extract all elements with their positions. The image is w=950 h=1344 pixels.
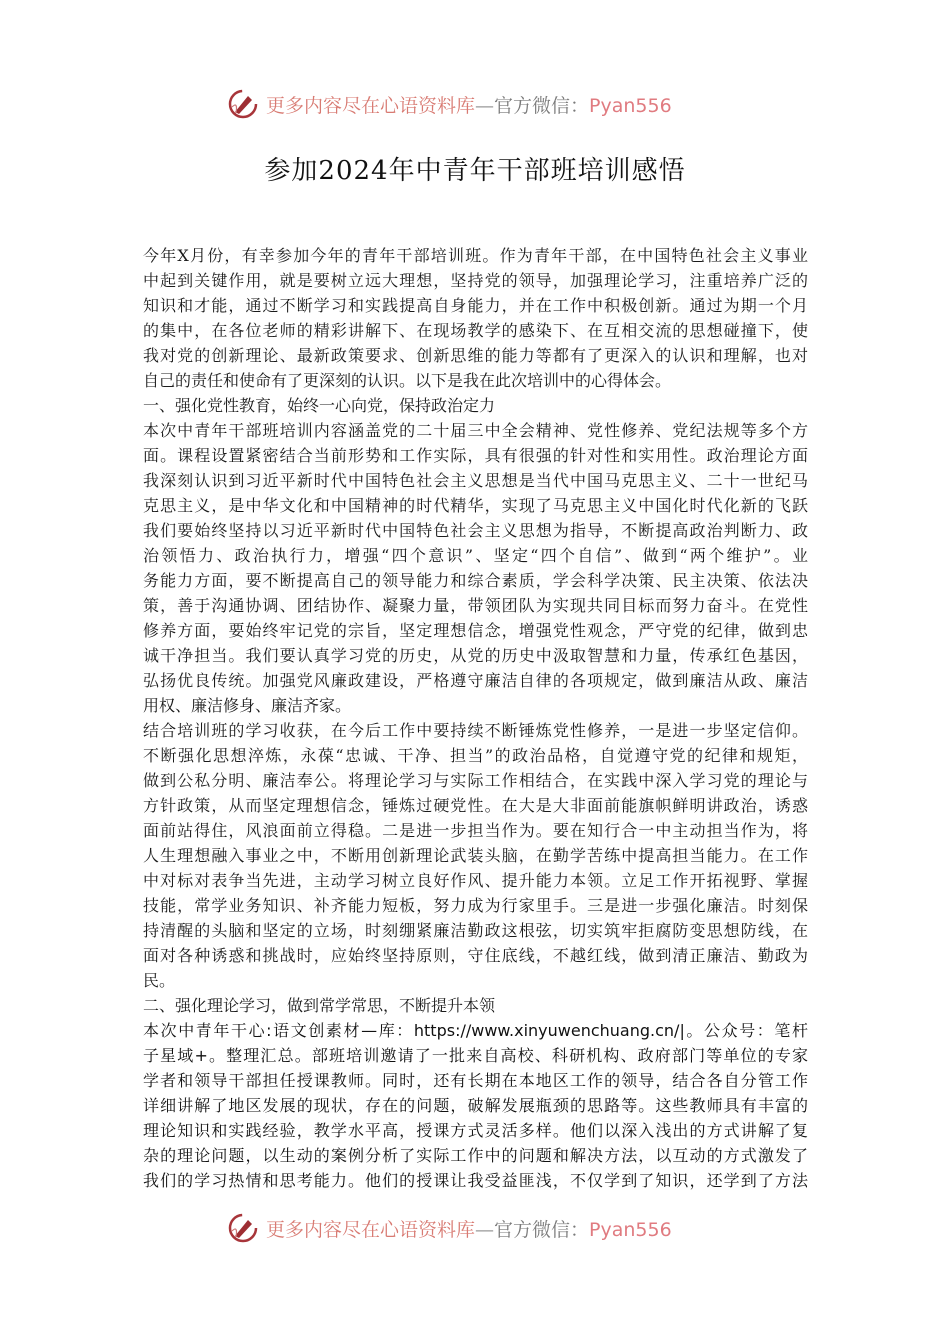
text-line: 本次中青年干心:语文创素材—库：https://www.xinyuwenchuang.cn/|。公众号：笔杆 <box>143 1021 808 1040</box>
document-title: 参加2024年中青年干部班培训感悟 <box>264 156 686 186</box>
banner-dash: — <box>475 1218 495 1241</box>
banner-wechat-id: Pyan556 <box>589 1218 672 1241</box>
section-heading: 二、强化理论学习，做到常学常思，不断提升本领 <box>143 996 496 1015</box>
text-line: 修养方面，要始终牢记党的宗旨，坚定理想信念，增强党性观念，严守党的纪律，做到忠 <box>143 621 808 640</box>
text-line: 面对各种诱惑和挑战时，应始终坚持原则，守住底线，不越红线，做到清正廉洁、勤政为 <box>143 946 808 965</box>
pen-nib-logo-icon <box>226 1211 260 1245</box>
text-line: 我深刻认识到习近平新时代中国特色社会主义思想是当代中国马克思主义、二十一世纪马 <box>143 471 808 490</box>
pen-nib-logo-icon <box>226 87 260 121</box>
text-line: 杂的理论问题，以生动的案例分析了实际工作中的问题和解决方法，以互动的方式激发了 <box>143 1146 808 1165</box>
text-line: 子星域+。整理汇总。部班培训邀请了一批来自高校、科研机构、政府部门等单位的专家 <box>143 1046 808 1065</box>
text-line: 民。 <box>143 971 176 990</box>
text-line: 策，善于沟通协调、团结协作、凝聚力量，带领团队为实现共同目标而努力奋斗。在党性 <box>143 596 808 615</box>
document-body <box>143 243 808 1193</box>
text-line: 诚干净担当。我们要认真学习党的历史，从党的历史中汲取智慧和力量，传承红色基因， <box>143 646 808 665</box>
text-line: 我们要始终坚持以习近平新时代中国特色社会主义思想为指导，不断提高政治判断力、政 <box>143 521 808 540</box>
text-line: 方针政策，从而坚定理想信念，锤炼过硬党性。在大是大非面前能旗帜鲜明讲政治，诱惑 <box>143 796 808 815</box>
text-line: 做到公私分明、廉洁奉公。将理论学习与实际工作相结合，在实践中深入学习党的理论与 <box>143 771 808 790</box>
text-line: 我对党的创新理论、最新政策要求、创新思维的能力等都有了更深入的认识和理解，也对 <box>143 346 808 365</box>
banner-wechat-id: Pyan556 <box>589 94 672 117</box>
text-line: 今年X月份，有幸参加今年的青年干部培训班。作为青年干部，在中国特色社会主义事业 <box>143 246 808 265</box>
text-line: 知识和才能，通过不断学习和实践提高自身能力，并在工作中积极创新。通过为期一个月 <box>143 296 808 315</box>
text-line: 结合培训班的学习收获，在今后工作中要持续不断锤炼党性修养，一是进一步坚定信仰。 <box>143 721 808 740</box>
text-line: 持清醒的头脑和坚定的立场，时刻绷紧廉洁勤政这根弦，切实筑牢拒腐防变思想防线，在 <box>143 921 808 940</box>
banner-wechat-label: 官方微信： <box>494 1218 590 1241</box>
text-line: 治领悟力、政治执行力，增强“四个意识”、坚定“四个自信”、做到“两个维护”。业 <box>143 546 808 565</box>
text-line: 我们的学习热情和思考能力。他们的授课让我受益匪浅，不仅学到了知识，还学到了方法 <box>143 1171 808 1190</box>
text-line: 理论知识和实践经验，教学水平高，授课方式灵活多样。他们以深入浅出的方式讲解了复 <box>143 1121 808 1140</box>
text-line: 本次中青年干部班培训内容涵盖党的二十届三中全会精神、党性修养、党纪法规等多个方 <box>143 421 808 440</box>
footer-banner <box>226 1210 726 1246</box>
section-heading: 一、强化党性教育，始终一心向党，保持政治定力 <box>143 396 496 415</box>
text-line: 不断强化思想淬炼，永葆“忠诚、干净、担当”的政治品格，自觉遵守党的纪律和规矩， <box>143 746 808 765</box>
text-line: 的集中，在各位老师的精彩讲解下、在现场教学的感染下、在互相交流的思想碰撞下，使 <box>143 321 808 340</box>
text-line: 务能力方面，要不断提高自己的领导能力和综合素质，学会科学决策、民主决策、依法决 <box>143 571 808 590</box>
text-line: 技能，常学业务知识、补齐能力短板，努力成为行家里手。三是进一步强化廉洁。时刻保 <box>143 896 808 915</box>
text-line: 克思主义，是中华文化和中国精神的时代精华，实现了马克思主义中国化时代化新的飞跃 <box>143 496 808 515</box>
banner-site-name: 更多内容尽在心语资料库 <box>266 94 476 117</box>
text-line: 详细讲解了地区发展的现状，存在的问题，破解发展瓶颈的思路等。这些教师具有丰富的 <box>143 1096 808 1115</box>
text-line: 面。课程设置紧密结合当前形势和工作实际，具有很强的针对性和实用性。政治理论方面 <box>143 446 808 465</box>
text-line: 中起到关键作用，就是要树立远大理想，坚持党的领导，加强理论学习，注重培养广泛的 <box>143 271 808 290</box>
text-line: 弘扬优良传统。加强党风廉政建设，严格遵守廉洁自律的各项规定，做到廉洁从政、廉洁 <box>143 671 808 690</box>
text-line: 自己的责任和使命有了更深刻的认识。以下是我在此次培训中的心得体会。 <box>143 371 672 390</box>
banner-site-name: 更多内容尽在心语资料库 <box>266 1218 476 1241</box>
text-line: 用权、廉洁修身、廉洁齐家。 <box>143 696 352 715</box>
text-line: 学者和领导干部担任授课教师。同时，还有长期在本地区工作的领导，结合各自分管工作 <box>143 1071 808 1090</box>
header-banner <box>226 86 726 122</box>
banner-dash: — <box>475 94 495 117</box>
banner-wechat-label: 官方微信： <box>494 94 590 117</box>
text-line: 面前站得住，风浪面前立得稳。二是进一步担当作为。要在知行合一中主动担当作为，将 <box>143 821 808 840</box>
text-line: 人生理想融入事业之中，不断用创新理论武装头脑，在勤学苦练中提高担当能力。在工作 <box>143 846 808 865</box>
text-line: 中对标对表争当先进，主动学习树立良好作风、提升能力本领。立足工作开拓视野、掌握 <box>143 871 808 890</box>
